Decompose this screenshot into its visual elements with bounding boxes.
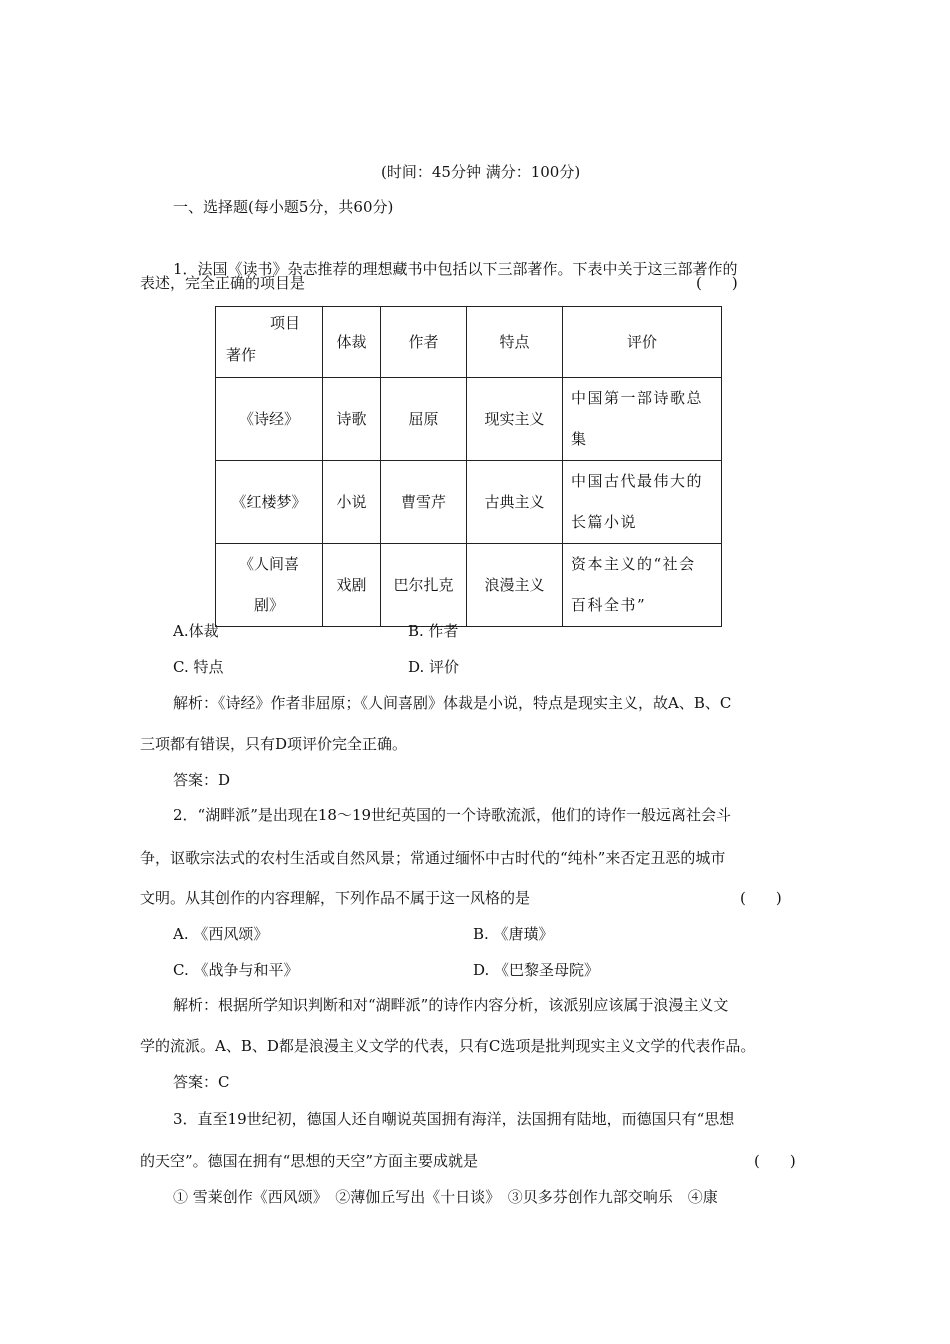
header-feature: 特点 bbox=[467, 307, 563, 378]
q2-stem-line2: 争，讴歌宗法式的农村生活或自然风景；常通过缅怀中古时代的“纯朴”来否定丑恶的城市 bbox=[140, 849, 726, 867]
q1-analysis-line1: 解析：《诗经》作者非屈原；《人间喜剧》体裁是小说，特点是现实主义，故A、B、C bbox=[173, 694, 732, 712]
q2-option-c: C. 《战争与和平》 bbox=[173, 961, 299, 979]
table-row bbox=[216, 544, 722, 627]
q2-option-d: D. 《巴黎圣母院》 bbox=[473, 961, 600, 979]
cell-feature: 浪漫主义 bbox=[467, 544, 563, 627]
works-table bbox=[215, 306, 722, 627]
cell-genre: 戏剧 bbox=[323, 544, 381, 627]
table-row bbox=[216, 461, 722, 544]
q1-stem-line1: 1．法国《读书》杂志推荐的理想藏书中包括以下三部著作。下表中关于这三部著作的 bbox=[173, 260, 738, 278]
cell-author: 巴尔扎克 bbox=[381, 544, 467, 627]
cell-work: 《诗经》 bbox=[216, 378, 323, 461]
header-evaluation: 评价 bbox=[563, 307, 722, 378]
q3-stem-line2: 的天空”。德国在拥有“思想的天空”方面主要成就是 bbox=[140, 1152, 479, 1170]
cell-genre: 小说 bbox=[323, 461, 381, 544]
cell-evaluation: 资本主义的“社会 百科全书” bbox=[563, 544, 722, 627]
q2-option-b: B. 《唐璜》 bbox=[473, 925, 554, 943]
q1-analysis-line2: 三项都有错误，只有D项评价完全正确。 bbox=[140, 735, 408, 753]
table-row bbox=[216, 378, 722, 461]
cell-author: 曹雪芹 bbox=[381, 461, 467, 544]
q2-stem-line3: 文明。从其创作的内容理解，下列作品不属于这一风格的是 bbox=[140, 889, 531, 907]
q2-stem-line1: 2．“湖畔派”是出现在18～19世纪英国的一个诗歌流派，他们的诗作一般远离社会斗 bbox=[173, 806, 732, 824]
table-corner-cell bbox=[216, 307, 323, 378]
q2-option-a: A. 《西风颂》 bbox=[173, 925, 269, 943]
cell-author: 屈原 bbox=[381, 378, 467, 461]
q1-answer: 答案：D bbox=[173, 771, 231, 789]
q3-stem-line1: 3．直至19世纪初，德国人还自嘲说英国拥有海洋，法国拥有陆地，而德国只有“思想 bbox=[173, 1110, 735, 1128]
header-author: 作者 bbox=[381, 307, 467, 378]
q2-analysis-line1: 解析：根据所学知识判断和对“湖畔派”的诗作内容分析，该派别应该属于浪漫主义文 bbox=[173, 996, 729, 1014]
cell-evaluation: 中国古代最伟大的 长篇小说 bbox=[563, 461, 722, 544]
q3-options-line: ① 雪莱创作《西风颂》 ②薄伽丘写出《十日谈》 ③贝多芬创作九部交响乐 ④康 bbox=[173, 1188, 718, 1206]
cell-work: 《人间喜 剧》 bbox=[216, 544, 323, 627]
q3-answer-paren: ( ) bbox=[754, 1152, 796, 1170]
cell-feature: 现实主义 bbox=[467, 378, 563, 461]
q2-analysis-line2: 学的流派。A、B、D都是浪漫主义文学的代表，只有C选项是批判现实主义文学的代表作品。 bbox=[140, 1037, 756, 1055]
cell-work: 《红楼梦》 bbox=[216, 461, 323, 544]
q1-option-b: B. 作者 bbox=[408, 622, 459, 640]
q2-answer: 答案：C bbox=[173, 1073, 230, 1091]
header-genre: 体裁 bbox=[323, 307, 381, 378]
table-header-row bbox=[216, 307, 722, 378]
q2-answer-paren: ( ) bbox=[740, 889, 782, 907]
cell-feature: 古典主义 bbox=[467, 461, 563, 544]
q1-option-a: A.体裁 bbox=[173, 622, 219, 640]
corner-label-work: 著作 bbox=[226, 346, 257, 364]
section-title: 一、选择题(每小题5分，共60分) bbox=[173, 198, 394, 216]
time-score-header: (时间：45分钟 满分：100分) bbox=[381, 163, 581, 181]
q1-option-d: D. 评价 bbox=[408, 658, 460, 676]
q1-answer-paren: ( ) bbox=[696, 274, 738, 292]
corner-label-item: 项目 bbox=[270, 314, 301, 332]
q1-option-c: C. 特点 bbox=[173, 658, 224, 676]
cell-genre: 诗歌 bbox=[323, 378, 381, 461]
cell-evaluation: 中国第一部诗歌总 集 bbox=[563, 378, 722, 461]
q1-stem-line2: 表述，完全正确的项目是 bbox=[140, 274, 306, 292]
